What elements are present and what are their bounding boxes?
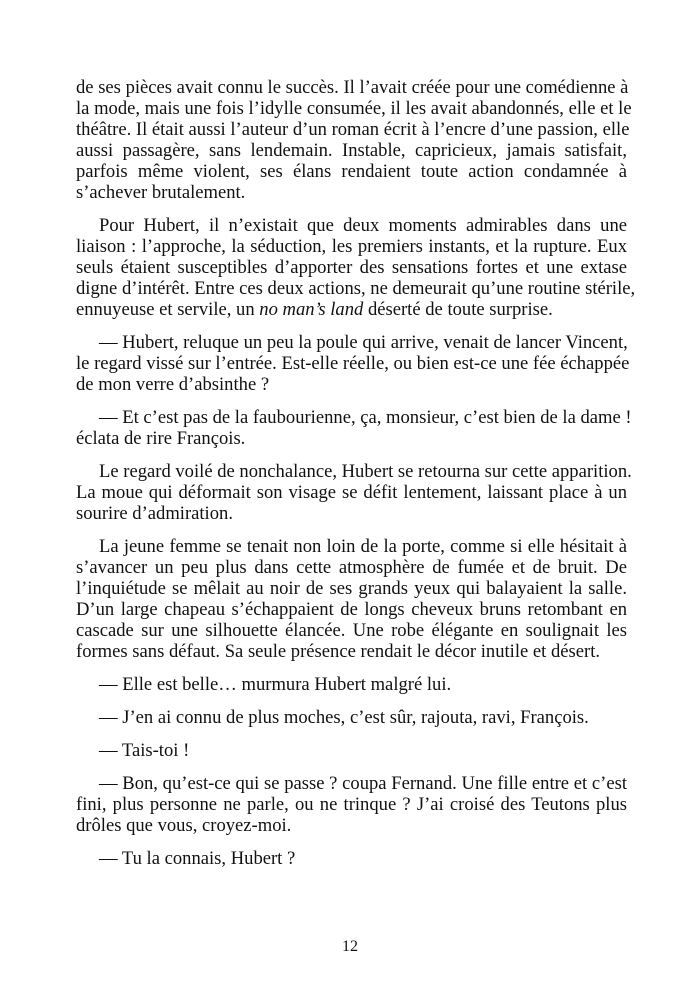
text-line: l’inquiétude se mêlait au noir de ses grands yeux qui balayaient la salle. bbox=[76, 578, 627, 599]
italic-phrase: no man’s land bbox=[259, 299, 364, 320]
text-line: éclata de rire François. bbox=[76, 428, 246, 449]
page-number: 12 bbox=[342, 938, 358, 955]
paragraph bbox=[76, 740, 627, 761]
text-line: de ses pièces avait connu le succès. Il l’avait créée pour une comédienne à bbox=[76, 77, 629, 98]
text-line: cascade sur une silhouette élancée. Une robe élégante en soulignait les bbox=[76, 620, 627, 641]
text-line: La moue qui déformait son visage se défit lentement, laissant place à un bbox=[76, 482, 627, 503]
text-line: Pour Hubert, il n’existait que deux moments admirables dans une bbox=[99, 215, 627, 236]
text-line: digne d’intérêt. Entre ces deux actions, ne demeurait qu’une routine stérile, bbox=[76, 278, 636, 299]
text-line: — Bon, qu’est-ce qui se passe ? coupa Fernand. Une fille entre et c’est bbox=[99, 773, 627, 794]
text-line: fini, plus personne ne parle, ou ne trinque ? J’ai croisé des Teutons plus bbox=[76, 794, 627, 815]
text-line: — Tu la connais, Hubert ? bbox=[99, 848, 296, 869]
paragraph bbox=[76, 77, 632, 203]
body-text bbox=[76, 77, 636, 881]
text-line: s’achever brutalement. bbox=[76, 182, 246, 203]
paragraph bbox=[76, 407, 632, 449]
text-line: parfois même violent, ses élans rendaient toute action condamnée à bbox=[76, 161, 627, 182]
paragraph bbox=[76, 461, 632, 524]
paragraph bbox=[76, 215, 636, 320]
text-fragment: déserté de toute surprise. bbox=[363, 299, 553, 320]
paragraph bbox=[76, 332, 630, 395]
text-line: D’un large chapeau s’échappaient de longs cheveux bruns retombant en bbox=[76, 599, 627, 620]
text-line bbox=[76, 299, 627, 320]
text-line: le regard vissé sur l’entrée. Est-elle réelle, ou bien est-ce une fée échappée bbox=[76, 353, 630, 374]
text-line: — Tais-toi ! bbox=[99, 740, 190, 761]
text-line: Le regard voilé de nonchalance, Hubert se retourna sur cette apparition. bbox=[99, 461, 632, 482]
text-fragment: ennuyeuse et servile, un bbox=[76, 299, 260, 320]
text-line: s’avancer un peu plus dans cette atmosphère de fumée et de bruit. De bbox=[76, 557, 627, 578]
text-line: théâtre. Il était aussi l’auteur d’un roman écrit à l’encre d’une passion, elle bbox=[76, 119, 630, 140]
text-line: de mon verre d’absinthe ? bbox=[76, 374, 270, 395]
paragraph bbox=[76, 536, 627, 662]
text-line: — Hubert, reluque un peu la poule qui arrive, venait de lancer Vincent, bbox=[99, 332, 628, 353]
text-line: aussi passagère, sans lendemain. Instable, capricieux, jamais satisfait, bbox=[76, 140, 627, 161]
paragraph bbox=[76, 674, 627, 695]
text-line: seuls étaient susceptibles d’apporter des sensations fortes et une extase bbox=[76, 257, 627, 278]
text-line: — Elle est belle… murmura Hubert malgré lui. bbox=[99, 674, 452, 695]
text-line: la mode, mais une fois l’idylle consumée, il les avait abandonnés, elle et le bbox=[76, 98, 632, 119]
text-line: — Et c’est pas de la faubourienne, ça, monsieur, c’est bien de la dame ! bbox=[99, 407, 632, 428]
text-line: — J’en ai connu de plus moches, c’est sûr, rajouta, ravi, François. bbox=[99, 707, 589, 728]
text-line: La jeune femme se tenait non loin de la porte, comme si elle hésitait à bbox=[99, 536, 627, 557]
paragraph bbox=[76, 773, 627, 836]
text-line: formes sans défaut. Sa seule présence rendait le décor inutile et désert. bbox=[76, 641, 601, 662]
paragraph bbox=[76, 707, 627, 728]
text-line: sourire d’admiration. bbox=[76, 503, 233, 524]
paragraph bbox=[76, 848, 627, 869]
text-line: liaison : l’approche, la séduction, les premiers instants, et la rupture. Eux bbox=[76, 236, 627, 257]
text-line: drôles que vous, croyez-moi. bbox=[76, 815, 292, 836]
